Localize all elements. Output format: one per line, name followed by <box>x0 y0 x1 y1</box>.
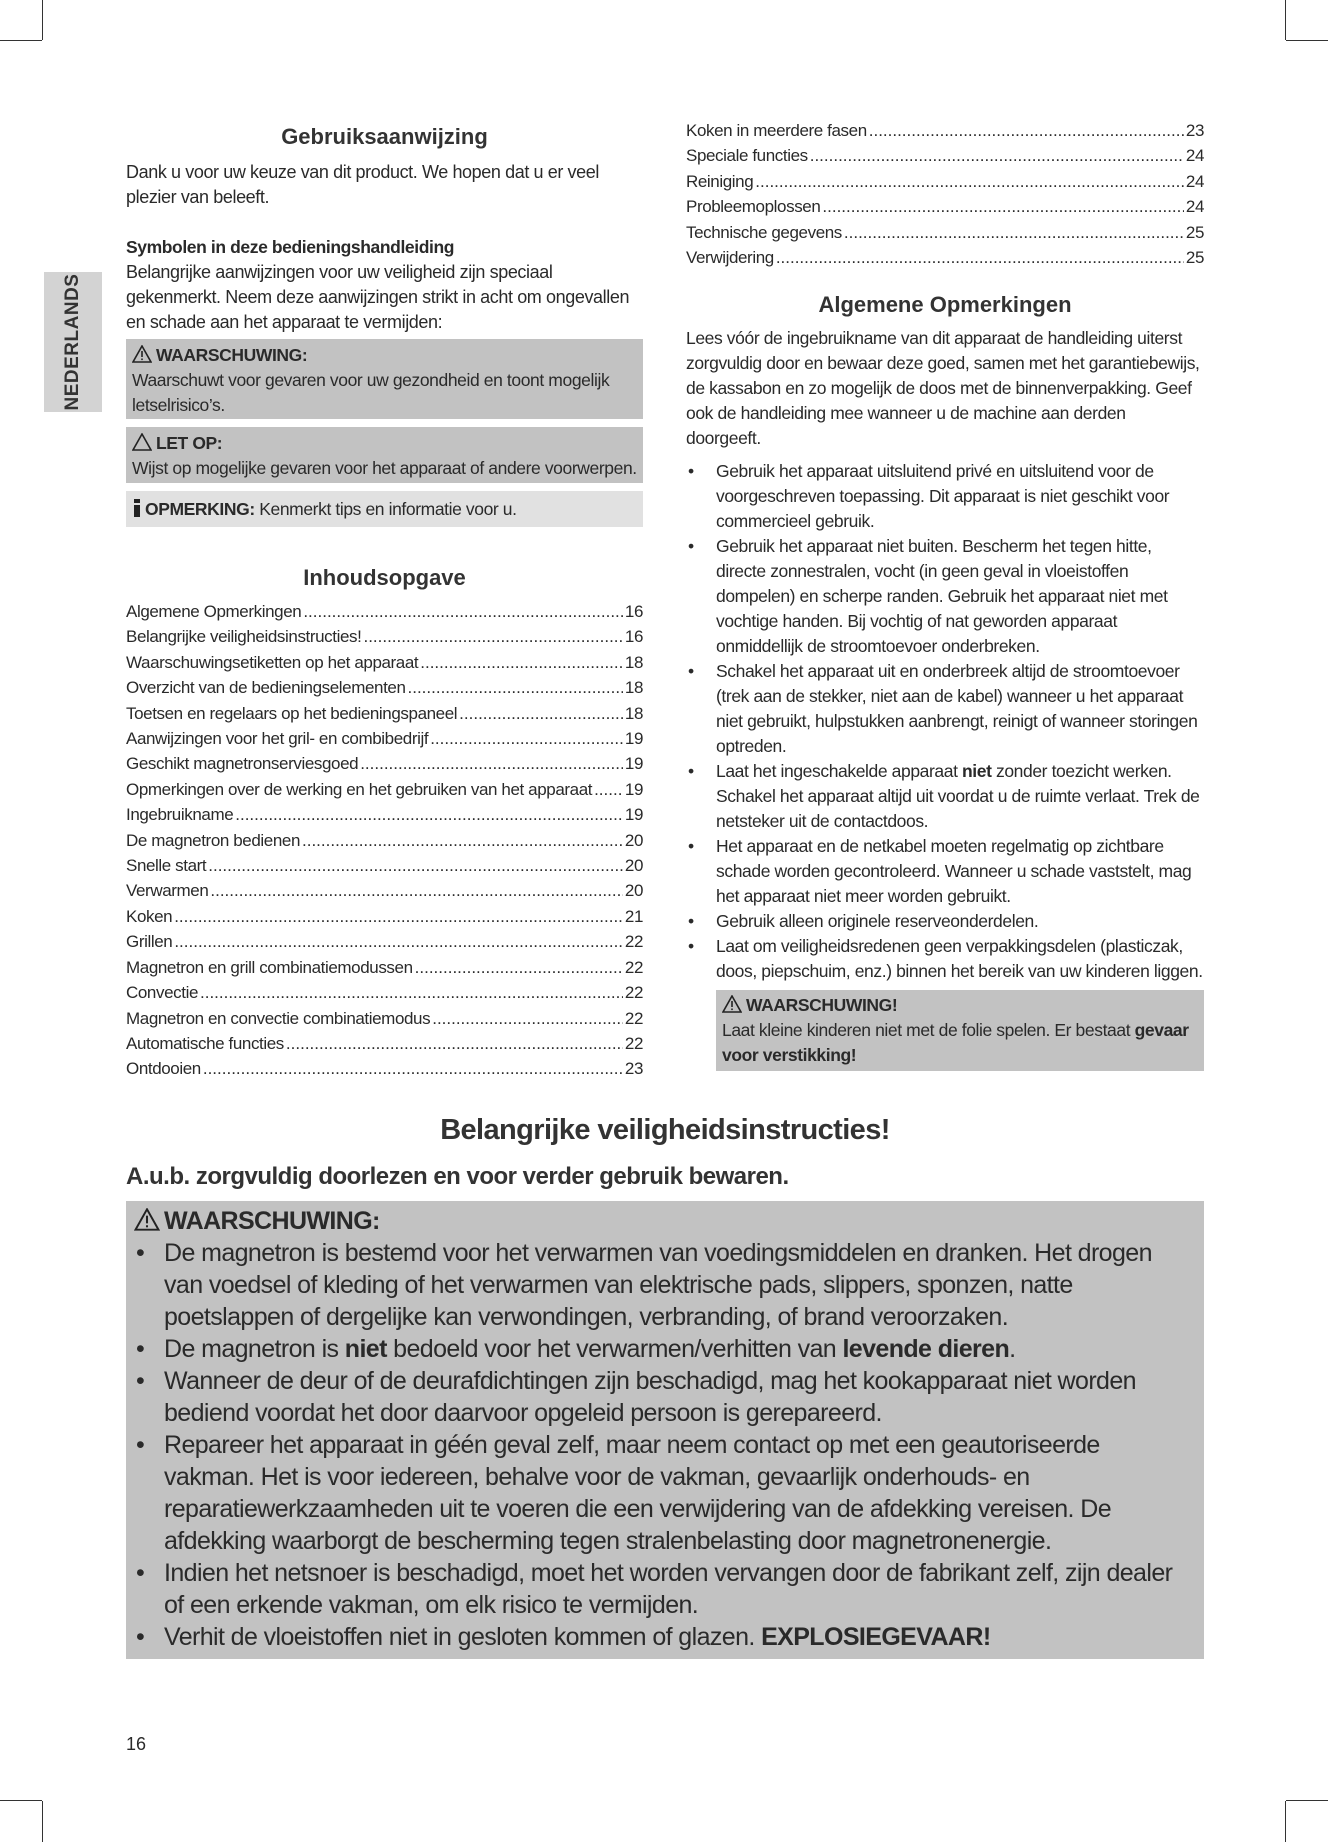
toc-leader-dots <box>594 777 623 802</box>
toc-entry <box>126 701 643 726</box>
toc-entry-label: Speciale functies <box>686 146 808 166</box>
toc-entry-label: Aanwijzingen voor het gril- en combibedrijf <box>126 729 429 749</box>
toc-leader-dots <box>844 220 1184 245</box>
list-item-text: bedoeld voor het verwarmen/verhitten van <box>386 1335 843 1363</box>
toc-entry <box>126 853 643 878</box>
list-item-emphasis: EXPLOSIEGEVAAR! <box>761 1623 991 1651</box>
toc-leader-dots <box>415 955 623 980</box>
child-warning-emphasis: gevaar voor verstikking! <box>722 1020 1189 1066</box>
toc-leader-dots <box>432 1006 623 1031</box>
safety-warning-label: WAARSCHUWING: <box>164 1207 380 1235</box>
list-item: • Indien het netsnoer is beschadigd, moet het worden vervangen door de fabrikant zelf, zijn dealer of een erkende vakman, om elk risico te vermijden. <box>134 1557 1196 1621</box>
warning-heading <box>132 343 637 368</box>
warning-triangle-icon <box>134 1208 160 1231</box>
toc-leader-dots <box>360 751 623 776</box>
safety-list <box>134 1237 1196 1653</box>
crop-mark <box>0 40 42 41</box>
list-item <box>686 759 1204 834</box>
toc-entry-page: 22 <box>624 957 643 977</box>
toc-entry <box>126 650 643 675</box>
caution-text: Wijst op mogelijke gevaren voor het apparaat of andere voorwerpen. <box>132 458 637 478</box>
toc-leader-dots <box>420 650 623 675</box>
manual-title: Gebruiksaanwijzing <box>281 124 488 149</box>
crop-mark <box>42 0 43 40</box>
list-item: • Repareer het apparaat in géén geval zelf, maar neem contact op met een geautoriseerde vakman. Het is voor iedereen, behalve voor de vakman, gevaarlijk onderhouds- en reparatiewerkzaamheden uit te voeren die een verwijdering van de afdekking vereisen. De afdekking waarborgt de bescherming tegen stralenbelasting door magnetronenergie. <box>134 1429 1196 1557</box>
list-item-text: Laat het ingeschakelde apparaat <box>716 761 963 782</box>
toc-entry-label: Verwijdering <box>686 248 774 268</box>
caution-triangle-icon <box>132 433 152 451</box>
safety-subtitle: A.u.b. zorgvuldig doorlezen en voor verder gebruik bewaren. <box>126 1163 789 1190</box>
toc-entry-label: Convectie <box>126 983 198 1003</box>
toc-entry-label: Belangrijke veiligheidsinstructies! <box>126 627 362 647</box>
toc-entry-page: 16 <box>624 602 643 621</box>
toc-entry-page: 16 <box>624 627 643 647</box>
toc-entry-label: Verwarmen <box>126 881 209 901</box>
toc-entry-label: Magnetron en grill combinatiemodussen <box>126 957 413 977</box>
warning-label: WAARSCHUWING: <box>156 345 308 365</box>
toc-entry-label: Ingebruikname <box>126 805 234 825</box>
list-item-emphasis: levende dieren <box>842 1335 1010 1363</box>
toc-list <box>126 599 643 1082</box>
toc-entry <box>126 1056 643 1081</box>
toc-entry <box>126 802 643 827</box>
note-label: OPMERKING: <box>145 499 255 519</box>
list-item: • Gebruik het apparaat niet buiten. Bescherm het tegen hitte, directe zonnestralen, vocht (in geen geval in vloeistoffen dompelen) en scherpe randen. Gebruik het apparaat niet met vochtige handen. Bij vochtig of nat geworden apparaat onmiddellijk de stroomtoevoer onderbreken. <box>686 534 1204 659</box>
toc-entry-page: 24 <box>1185 146 1204 166</box>
toc-entry-label: Koken in meerdere fasen <box>686 121 867 140</box>
toc-entry <box>126 955 643 980</box>
caution-label: LET OP: <box>156 433 223 453</box>
toc-entry <box>126 904 643 929</box>
list-item-text: De magnetron is <box>164 1335 345 1363</box>
toc-entry-label: Reiniging <box>686 171 754 191</box>
list-item-text: Verhit de vloeistoffen niet in gesloten kommen of glazen. <box>164 1623 762 1651</box>
toc-entry-label: Ontdooien <box>126 1059 201 1079</box>
general-remarks-title: Algemene Opmerkingen <box>818 292 1072 318</box>
warning-text: Waarschuwt voor gevaren voor uw gezondheid en toont mogelijk letselrisico’s. <box>132 370 610 415</box>
list-item-text: zonder toezicht werken. Schakel het apparaat altijd uit voordat u de ruimte verlaat. Trek de netsteker uit de contactdoos. <box>716 761 1200 832</box>
toc-entry <box>126 599 643 624</box>
left-column <box>126 124 643 1082</box>
toc-leader-dots <box>303 599 623 624</box>
toc-list-continued <box>686 118 1204 270</box>
toc-leader-dots <box>869 118 1184 143</box>
toc-leader-dots <box>363 624 622 649</box>
toc-entry-page: 21 <box>624 906 643 926</box>
warning-box <box>126 339 643 419</box>
caution-box <box>126 427 643 483</box>
toc-leader-dots <box>200 980 623 1005</box>
toc-entry-page: 22 <box>624 932 643 952</box>
symbols-text: Belangrijke aanwijzingen voor uw veiligheid zijn speciaal gekenmerkt. Neem deze aanwijzingen strikt in acht om ongevallen en schade aan het apparaat te vermijden: <box>126 262 630 332</box>
toc-entry-page: 20 <box>624 856 643 876</box>
toc-entry <box>686 194 1204 219</box>
toc-entry-page: 19 <box>624 729 643 749</box>
toc-entry <box>126 726 643 751</box>
toc-entry <box>686 169 1204 194</box>
toc-entry-label: Probleemoplossen <box>686 197 821 217</box>
toc-leader-dots <box>174 929 623 954</box>
toc-entry-page: 18 <box>624 678 643 698</box>
list-item: • Gebruik alleen originele reserveonderdelen. <box>686 909 1204 934</box>
toc-entry-label: Grillen <box>126 932 173 952</box>
caution-heading <box>132 431 637 456</box>
list-item-emphasis: niet <box>344 1335 387 1363</box>
list-item: • Wanneer de deur of de deurafdichtingen zijn beschadigd, mag het kookapparaat niet worden bediend voordat het door daarvoor opgeleid persoon is gerepareerd. <box>134 1365 1196 1429</box>
note-text: Kenmerkt tips en informatie voor u. <box>259 499 517 519</box>
toc-entry-page: 20 <box>624 830 643 850</box>
toc-leader-dots <box>286 1031 623 1056</box>
toc-leader-dots <box>408 675 623 700</box>
toc-entry <box>686 143 1204 168</box>
toc-entry <box>126 1031 643 1056</box>
toc-entry <box>126 675 643 700</box>
toc-entry <box>126 777 643 802</box>
list-item-text: . <box>1009 1335 1016 1363</box>
toc-entry-label: Opmerkingen over de werking en het gebruiken van het apparaat <box>126 779 593 799</box>
symbols-heading: Symbolen in deze bedieningshandleiding <box>126 237 455 257</box>
toc-entry-label: Technische gegevens <box>686 222 842 242</box>
toc-leader-dots <box>210 878 623 903</box>
toc-leader-dots <box>822 194 1183 219</box>
crop-mark <box>1285 0 1286 40</box>
toc-entry-page: 23 <box>624 1059 643 1079</box>
toc-entry <box>686 118 1204 143</box>
toc-entry-label: Algemene Opmerkingen <box>126 602 302 621</box>
crop-mark <box>0 1800 42 1801</box>
list-item <box>134 1621 1196 1653</box>
toc-entry-label: De magnetron bedienen <box>126 830 301 850</box>
toc-leader-dots <box>203 1056 623 1081</box>
toc-entry <box>126 1006 643 1031</box>
toc-entry-page: 22 <box>624 983 643 1003</box>
toc-entry <box>686 220 1204 245</box>
list-item <box>134 1333 1196 1365</box>
toc-entry-page: 18 <box>624 703 643 723</box>
crop-mark <box>1286 1800 1328 1801</box>
toc-entry-page: 19 <box>624 779 643 799</box>
toc-entry <box>686 245 1204 270</box>
child-warning-text-part: Laat kleine kinderen niet met de folie spelen. Er bestaat <box>722 1020 1135 1041</box>
toc-entry-label: Snelle start <box>126 856 207 876</box>
toc-entry <box>126 929 643 954</box>
right-column <box>686 118 1204 1071</box>
child-warning-label: WAARSCHUWING! <box>746 995 898 1016</box>
toc-leader-dots <box>776 245 1184 270</box>
crop-mark <box>1285 1801 1286 1842</box>
safety-section <box>126 1114 1204 1659</box>
safety-title: Belangrijke veiligheidsinstructies! <box>440 1114 890 1146</box>
toc-entry-page: 20 <box>624 881 643 901</box>
toc-entry-page: 19 <box>624 805 643 825</box>
warning-triangle-icon <box>722 995 742 1013</box>
toc-leader-dots <box>208 853 623 878</box>
toc-entry-page: 22 <box>624 1033 643 1053</box>
toc-entry-label: Toetsen en regelaars op het bedieningspaneel <box>126 703 458 723</box>
general-remarks-list <box>686 459 1204 984</box>
list-item: • Schakel het apparaat uit en onderbreek altijd de stroomtoevoer (trek aan de stekker, niet aan de kabel) wanneer u het apparaat niet gebruikt, hulpstukken aanbrengt, reinigt of wanneer storingen optreden. <box>686 659 1204 759</box>
toc-leader-dots <box>302 828 623 853</box>
toc-entry-page: 24 <box>1185 197 1204 217</box>
toc-leader-dots <box>810 143 1184 168</box>
list-item-emphasis: niet <box>962 761 992 782</box>
toc-entry-label: Geschikt magnetronserviesgoed <box>126 754 359 774</box>
warning-triangle-icon <box>132 345 152 363</box>
toc-leader-dots <box>459 701 623 726</box>
list-item: • Gebruik het apparaat uitsluitend privé en uitsluitend voor de voorgeschreven toepassing. Dit apparaat is niet geschikt voor commercieel gebruik. <box>686 459 1204 534</box>
page-number: 16 <box>126 1734 147 1754</box>
info-icon <box>132 499 142 517</box>
crop-mark <box>42 1801 43 1842</box>
language-tab-label: NEDERLANDS <box>62 273 83 411</box>
toc-leader-dots <box>235 802 623 827</box>
child-warning-text <box>722 1018 1198 1068</box>
general-remarks-intro: Lees vóór de ingebruikname van dit apparaat de handleiding uiterst zorgvuldig door en bewaar deze goed, samen met het garantiebewijs, de kassabon en zo mogelijk de doos met de binnenverpakking. Geef ook de handleiding mee wanneer u de machine aan derden doorgeeft. <box>686 328 1200 449</box>
toc-entry-label: Overzicht van de bedieningselementen <box>126 678 406 698</box>
toc-leader-dots <box>430 726 623 751</box>
toc-entry-page: 25 <box>1185 248 1204 268</box>
toc-entry-page: 25 <box>1185 222 1204 242</box>
toc-entry-label: Automatische functies <box>126 1033 284 1053</box>
toc-entry-label: Koken <box>126 906 173 926</box>
safety-warning-heading <box>134 1205 1196 1237</box>
language-tab <box>44 272 102 412</box>
toc-title: Inhoudsopgave <box>303 565 466 590</box>
toc-entry-page: 22 <box>624 1008 643 1028</box>
safety-warning-box <box>126 1201 1204 1659</box>
toc-entry-label: Waarschuwingsetiketten op het apparaat <box>126 652 419 672</box>
toc-entry <box>126 624 643 649</box>
crop-mark <box>1286 40 1328 41</box>
toc-leader-dots <box>755 169 1184 194</box>
list-item: • De magnetron is bestemd voor het verwarmen van voedingsmiddelen en dranken. Het drogen van voedsel of kleding of het verwarmen van elektrische pads, slippers, sponzen, natte poetslappen of dergelijke kan verwondingen, verbranding, of brand veroorzaken. <box>134 1237 1196 1333</box>
toc-entry <box>126 751 643 776</box>
toc-entry <box>126 980 643 1005</box>
toc-entry <box>126 828 643 853</box>
toc-leader-dots <box>174 904 623 929</box>
child-warning-heading <box>722 993 1198 1018</box>
note-box <box>126 491 643 527</box>
toc-entry-page: 18 <box>624 652 643 672</box>
intro-text: Dank u voor uw keuze van dit product. We hopen dat u er veel plezier van beleeft. <box>126 162 599 207</box>
toc-entry-page: 23 <box>1185 121 1204 140</box>
toc-entry <box>126 878 643 903</box>
child-warning-box <box>716 990 1204 1071</box>
list-item: • Het apparaat en de netkabel moeten regelmatig op zichtbare schade worden gecontroleerd. Wanneer u schade vaststelt, mag het apparaat niet meer worden gebruikt. <box>686 834 1204 909</box>
list-item: • Laat om veiligheidsredenen geen verpakkingsdelen (plasticzak, doos, piepschuim, enz.) binnen het bereik van uw kinderen liggen. <box>686 934 1204 984</box>
toc-entry-page: 24 <box>1185 171 1204 191</box>
toc-entry-label: Magnetron en convectie combinatiemodus <box>126 1008 431 1028</box>
toc-entry-page: 19 <box>624 754 643 774</box>
